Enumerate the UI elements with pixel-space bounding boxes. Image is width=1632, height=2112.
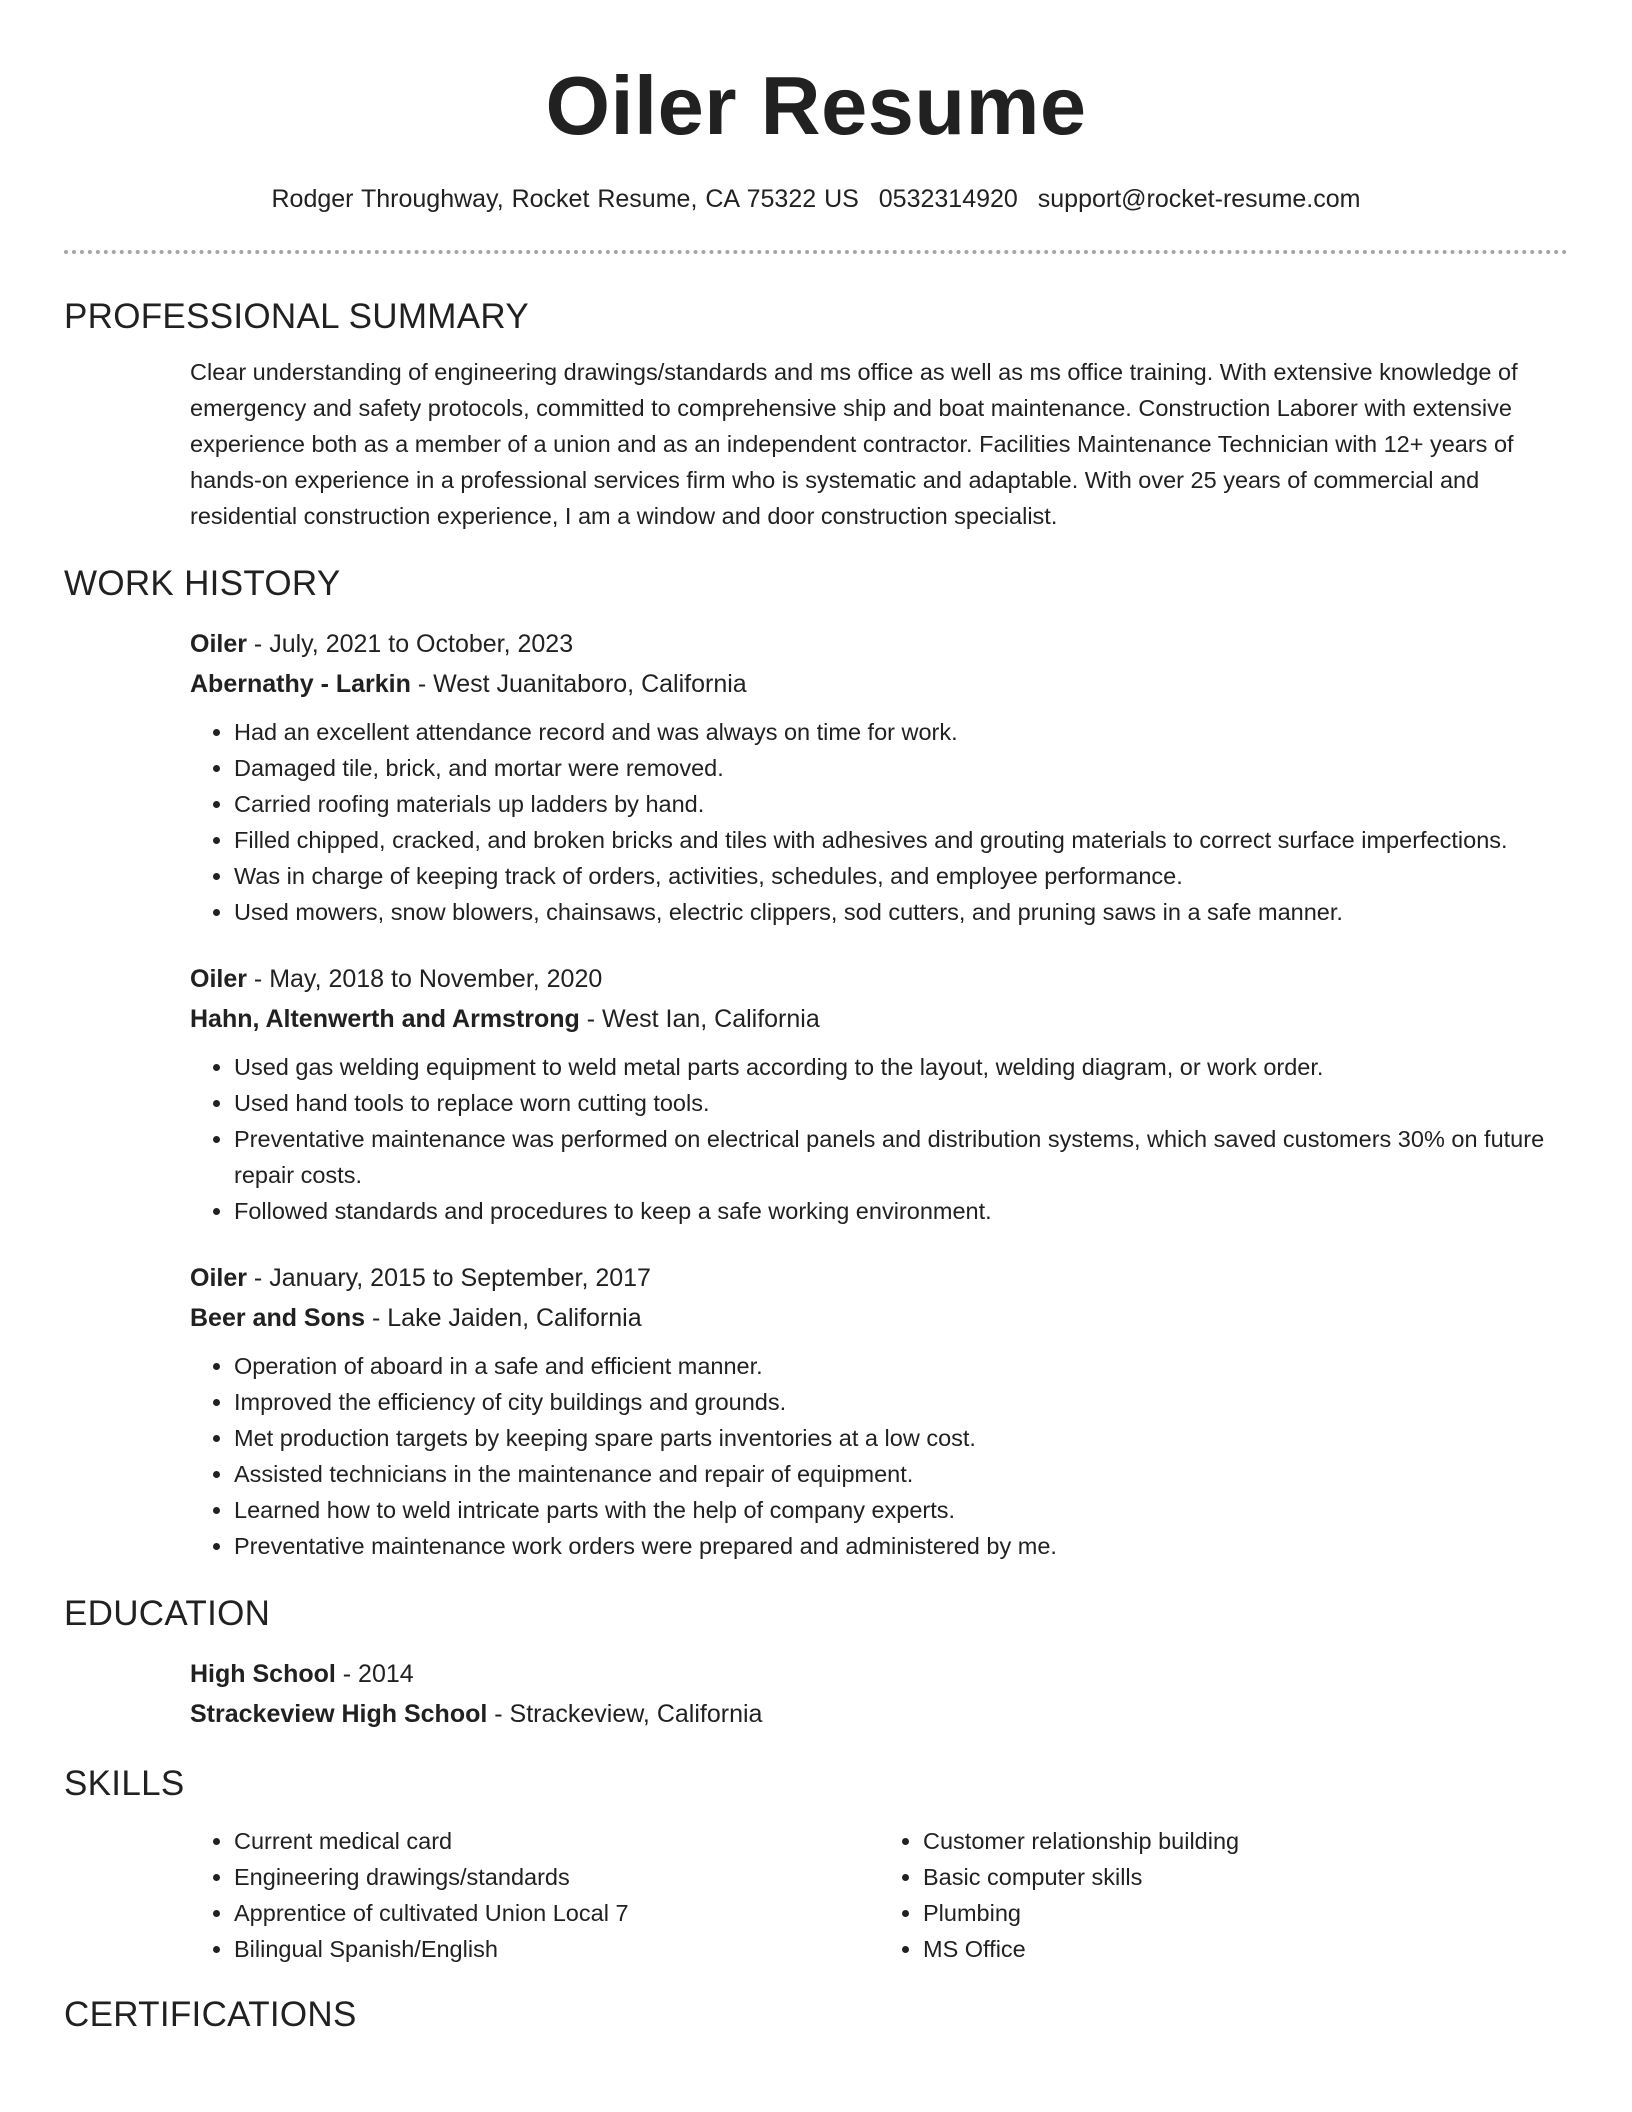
job-role: Oiler — [190, 965, 247, 993]
list-item: • Met production targets by keeping spare parts inventories at a low cost. — [234, 1420, 1568, 1456]
list-item: • MS Office — [923, 1931, 1568, 1967]
skills-heading: SKILLS — [64, 1764, 185, 1803]
list-item: • Had an excellent attendance record and was always on time for work. — [234, 714, 1568, 750]
list-item: • Used hand tools to replace worn cutting tools. — [234, 1085, 1568, 1121]
certifications-heading: CERTIFICATIONS — [64, 1995, 357, 2034]
list-item: • Bilingual Spanish/English — [234, 1931, 879, 1967]
list-item: • Basic computer skills — [923, 1859, 1568, 1895]
job-company-line — [190, 1298, 1568, 1338]
job-entry — [190, 959, 1568, 1229]
job-dates: - January, 2015 to September, 2017 — [246, 1264, 651, 1292]
list-item: • Used gas welding equipment to weld metal parts according to the layout, welding diagram, or work order. — [234, 1049, 1568, 1085]
job-title-line — [190, 624, 1568, 664]
education-entry — [190, 1654, 1568, 1734]
job-company: Abernathy - Larkin — [190, 670, 411, 698]
list-item: • Preventative maintenance was performed on electrical panels and distribution systems, which saved customers 30% on future repair costs. — [234, 1121, 1568, 1193]
job-location: - West Ian, California — [579, 1005, 820, 1033]
skills-section — [190, 1823, 1568, 1967]
list-item: • Filled chipped, cracked, and broken bricks and tiles with adhesives and grouting materials to correct surface imperfections. — [234, 822, 1568, 858]
list-item: • Damaged tile, brick, and mortar were removed. — [234, 750, 1568, 786]
list-item: • Assisted technicians in the maintenance and repair of equipment. — [234, 1456, 1568, 1492]
job-title-line — [190, 1258, 1568, 1298]
list-item: • Engineering drawings/standards — [234, 1859, 879, 1895]
contact-line — [64, 185, 1568, 214]
job-company-line — [190, 664, 1568, 704]
resume-title: Oiler Resume — [545, 59, 1087, 152]
list-item: • Was in charge of keeping track of orders, activities, schedules, and employee performance. — [234, 858, 1568, 894]
summary-heading: PROFESSIONAL SUMMARY — [64, 297, 529, 336]
job-dates: - May, 2018 to November, 2020 — [246, 965, 603, 993]
skills-column-left — [190, 1823, 879, 1967]
job-location: - West Juanitaboro, California — [410, 670, 747, 698]
job-entry — [190, 624, 1568, 930]
job-company: Beer and Sons — [190, 1304, 366, 1332]
job-company-line — [190, 999, 1568, 1039]
job-bullets — [190, 714, 1568, 930]
job-entry — [190, 1258, 1568, 1564]
list-item: • Preventative maintenance work orders were prepared and administered by me. — [234, 1528, 1568, 1564]
summary-section — [190, 354, 1568, 534]
list-item: • Carried roofing materials up ladders by hand. — [234, 786, 1568, 822]
education-location: - Strackeview, California — [487, 1700, 763, 1728]
education-year: - 2014 — [335, 1660, 414, 1688]
list-item: • Used mowers, snow blowers, chainsaws, electric clippers, sod cutters, and pruning saws in a safe manner. — [234, 894, 1568, 930]
education-heading: EDUCATION — [64, 1594, 271, 1633]
contact-phone: 0532314920 — [878, 185, 1018, 213]
job-title-line — [190, 959, 1568, 999]
list-item: • Followed standards and procedures to keep a safe working environment. — [234, 1193, 1568, 1229]
skills-column-right — [879, 1823, 1568, 1967]
contact-address: Rodger Throughway, Rocket Resume, CA 75322 US — [271, 185, 859, 213]
list-item: • Plumbing — [923, 1895, 1568, 1931]
list-item: • Customer relationship building — [923, 1823, 1568, 1859]
header-divider — [64, 250, 1568, 254]
list-item: • Current medical card — [234, 1823, 879, 1859]
job-bullets — [190, 1348, 1568, 1564]
job-bullets — [190, 1049, 1568, 1229]
job-location: - Lake Jaiden, California — [365, 1304, 642, 1332]
education-degree: High School — [190, 1660, 336, 1688]
list-item: • Learned how to weld intricate parts with the help of company experts. — [234, 1492, 1568, 1528]
list-item: • Operation of aboard in a safe and efficient manner. — [234, 1348, 1568, 1384]
education-degree-line — [190, 1654, 1568, 1694]
summary-text: Clear understanding of engineering drawings/standards and ms office as well as ms office training. With extensive knowledge of emergency and safety protocols, committed to comprehensive ship and boat maintenance. Construction Laborer with extensive experience both as a member of a union and as an independent contractor. Facilities Maintenance Technician with 12+ years of hands-on experience in a professional services firm who is systematic and adaptable. With over 25 years of commercial and residential construction experience, I am a window and door construction specialist. — [190, 359, 1518, 529]
skills-grid — [190, 1823, 1568, 1967]
education-school-line — [190, 1694, 1568, 1734]
contact-email: support@rocket-resume.com — [1037, 185, 1361, 213]
list-item: • Apprentice of cultivated Union Local 7 — [234, 1895, 879, 1931]
work-history-heading: WORK HISTORY — [64, 564, 341, 603]
education-school: Strackeview High School — [190, 1700, 488, 1728]
job-dates: - July, 2021 to October, 2023 — [246, 630, 574, 658]
job-role: Oiler — [190, 630, 247, 658]
job-role: Oiler — [190, 1264, 247, 1292]
job-company: Hahn, Altenwerth and Armstrong — [190, 1005, 580, 1033]
list-item: • Improved the efficiency of city buildings and grounds. — [234, 1384, 1568, 1420]
